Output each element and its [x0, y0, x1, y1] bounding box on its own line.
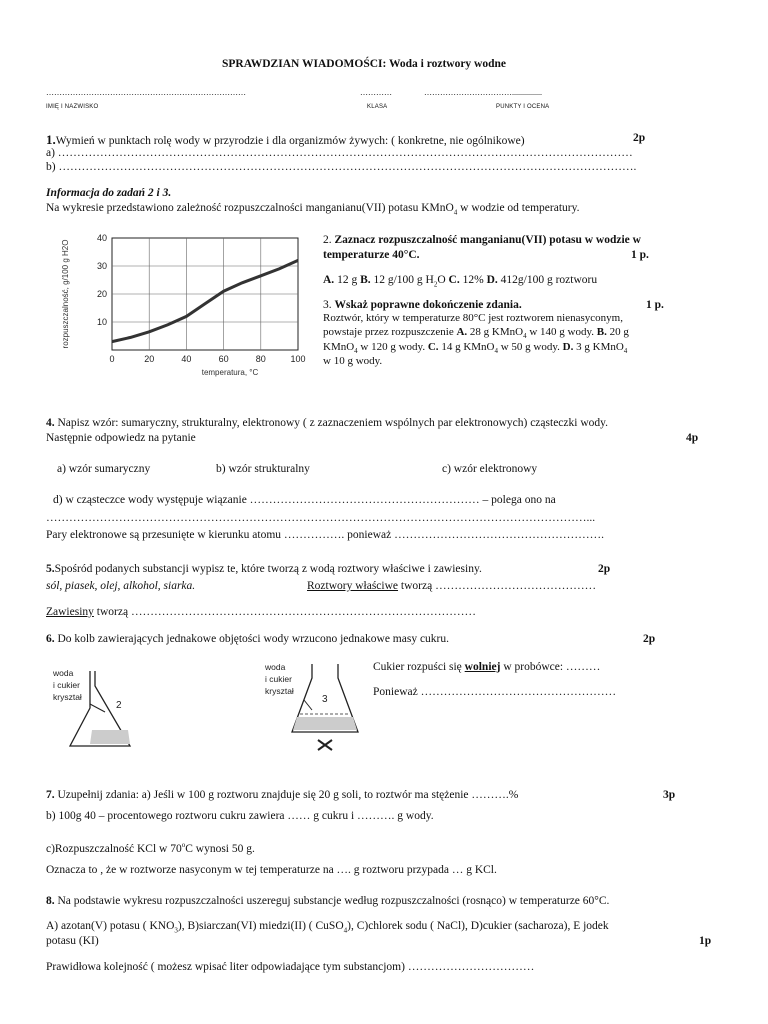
- points-dots: ……………………………...............: [424, 88, 542, 97]
- q3-line-1: Roztwór, który w temperaturze 80°C jest roztworem nienasyconym,: [323, 312, 623, 324]
- q4-a: a) wzór sumaryczny: [57, 463, 151, 475]
- q4-points: 4p: [686, 432, 699, 444]
- info-text: Na wykresie przedstawiono zależność rozpuszczalności manganianu(VII) potasu KMnO$_4$ w wodzie od temperatury.: [46, 202, 580, 217]
- q4-dots: ……………………………………………………………………………………………………………………………...: [46, 512, 596, 524]
- q8-line-3: Prawidłowa kolejność ( możesz wpisać liter odpowiadające tym substancjom) ……………………………: [46, 961, 535, 973]
- q3-line-3: KMnO$_4$ w 120 g wody. C. 14 g KMnO$_4$ w 50 g wody. D. 3 g KMnO$_4$: [323, 341, 628, 356]
- q3-line-2: powstaje przez rozpuszczenie A. 28 g KMnO$_4$ w 140 g wody. B. 20 g: [323, 326, 629, 341]
- flask-3-number: 3: [322, 694, 328, 705]
- info-heading: Informacja do zadań 2 i 3.: [46, 187, 172, 199]
- q5-substances: sól, piasek, olej, alkohol, siarka.: [46, 580, 196, 592]
- chart-x-tick-label: 40: [181, 354, 192, 364]
- flask-2-label-line-3: kryształ: [53, 692, 82, 702]
- q7-c-line-1: c)Rozpuszczalność KCl w 70$^o$C wynosi 50 g.: [46, 841, 255, 855]
- chart-xlabel: temperatura, °C: [201, 368, 259, 377]
- question-3: 3. Wskaż poprawne dokończenie zdania.: [323, 299, 522, 311]
- q5-points: 2p: [598, 563, 611, 575]
- q6-answer-1: Cukier rozpuści się wolniej w probówce: ………: [373, 661, 601, 673]
- q5-suspensions: Zawiesiny tworzą ………………………………………………………………………………: [46, 606, 476, 618]
- chart-y-ticks: [97, 233, 107, 327]
- name-label: IMIĘ I NAZWISKO: [46, 104, 99, 110]
- chart-y-tick-label: 40: [96, 233, 107, 243]
- question-1: [46, 132, 525, 148]
- page-title: SPRAWDZIAN WIADOMOŚCI: Woda i roztwory wodne: [222, 58, 507, 70]
- flask-2-label-line-2: i cukier: [53, 680, 80, 690]
- question-6: 6. Do kolb zawierających jednakowe objętości wody wrzucono jednakowe masy cukru.: [46, 633, 450, 645]
- q8-line-2: potasu (KI): [46, 935, 99, 947]
- chart-x-ticks: [109, 354, 305, 364]
- solubility-chart: [54, 228, 316, 380]
- q1-number: 1.: [46, 132, 56, 147]
- question-2: 2. Zaznacz rozpuszczalność manganianu(VII) potasu w wodzie w: [323, 234, 641, 246]
- q4-pary: Pary elektronowe są przesunięte w kierunku atomu ……………. ponieważ ……………………………………………….: [46, 529, 604, 541]
- chart-x-tick-label: 0: [109, 354, 115, 364]
- flask-2-illustration: [50, 668, 152, 752]
- q2-options: A. 12 g B. 12 g/100 g $H_2O$ C. 12% D. 412g/100 g roztworu: [323, 274, 598, 289]
- q1-points: 2p: [633, 132, 646, 144]
- q1-answer-b: b) …………………………………………………………………………………………………………………………………….: [46, 161, 637, 173]
- q7-b: b) 100g 40 – procentowego roztworu cukru zawiera …… g cukru i ………. g wody.: [46, 810, 434, 822]
- q7-points: 3p: [663, 789, 676, 801]
- chart-ylabel: rozpuszczalność, g/100 g H2O: [61, 239, 70, 349]
- q4-b: b) wzór strukturalny: [216, 463, 310, 475]
- q3-line-4: w 10 g wody.: [323, 355, 383, 367]
- class-label: KLASA: [367, 104, 388, 110]
- points-label: PUNKTY I OCENA: [496, 104, 550, 110]
- question-8: 8. Na podstawie wykresu rozpuszczalności uszereguj substancje według rozpuszczalności (rosnąco) w temperaturze 60°C.: [46, 895, 610, 907]
- chart-x-tick-label: 60: [218, 354, 229, 364]
- name-dots: …………………………………………………………………: [46, 88, 246, 97]
- question-7: 7. Uzupełnij zdania: a) Jeśli w 100 g roztworu znajduje się 20 g soli, to roztwór ma stężenie ……….%: [46, 789, 519, 801]
- q3-points: 1 p.: [646, 299, 664, 311]
- chart-y-tick-label: 20: [96, 289, 107, 299]
- chart-y-tick-label: 10: [96, 317, 107, 327]
- chart-y-tick-label: 30: [96, 261, 107, 271]
- chart-x-tick-label: 20: [144, 354, 155, 364]
- q4-d: d) w cząsteczce wody występuje wiązanie …………………………………………………… – polega ono na: [53, 494, 556, 506]
- q6-answer-2: Ponieważ ……………………………………………: [373, 686, 617, 698]
- q6-points: 2p: [643, 633, 656, 645]
- q4-c: c) wzór elektronowy: [442, 463, 538, 475]
- flask-2-number: 2: [116, 700, 122, 711]
- flask-3-label-line-2: i cukier: [265, 674, 292, 684]
- q8-line-1: A) azotan(V) potasu ( $KNO_3$), B)siarczan(VI) miedzi(II) ( CuSO$_4$), C)chlorek sodu ( NaCl), D)cukier (sacharoza), E jodek: [46, 920, 609, 935]
- flask-3-label-line-1: woda: [265, 662, 286, 672]
- q1-text: Wymień w punktach rolę wody w przyrodzie i dla organizmów żywych: ( konkretne, nie ogólnikowe): [55, 135, 525, 147]
- question-4: 4. Napisz wzór: sumaryczny, strukturalny, elektronowy ( z zaznaczeniem wspólnych par elektronowych) cząsteczki wody.: [46, 417, 609, 429]
- q2-points: 1 p.: [631, 249, 649, 261]
- q8-points: 1p: [699, 935, 712, 947]
- class-dots: …………: [360, 88, 392, 97]
- q1-answer-a: a) ……………………………………………………………………………………………………………………………………: [46, 147, 633, 159]
- question-5: 5.Spośród podanych substancji wypisz te, które tworzą z wodą roztwory właściwe i zawiesiny.: [46, 563, 482, 575]
- q2-text-line2: temperaturze 40°C.: [323, 249, 420, 261]
- chart-x-tick-label: 80: [255, 354, 266, 364]
- flask-2-label-line-1: woda: [53, 668, 74, 678]
- q7-c-line-2: Oznacza to , że w roztworze nasyconym w tej temperaturze na …. g roztworu przypada … g KCl.: [46, 864, 497, 876]
- flask-3-illustration: [262, 662, 362, 754]
- chart-x-tick-label: 100: [290, 354, 306, 364]
- q5-solutions: Roztwory właściwe tworzą ……………………………………: [307, 580, 597, 592]
- flask-3-label-line-3: kryształ: [265, 686, 294, 696]
- q4-text-2: Następnie odpowiedz na pytanie: [46, 432, 196, 444]
